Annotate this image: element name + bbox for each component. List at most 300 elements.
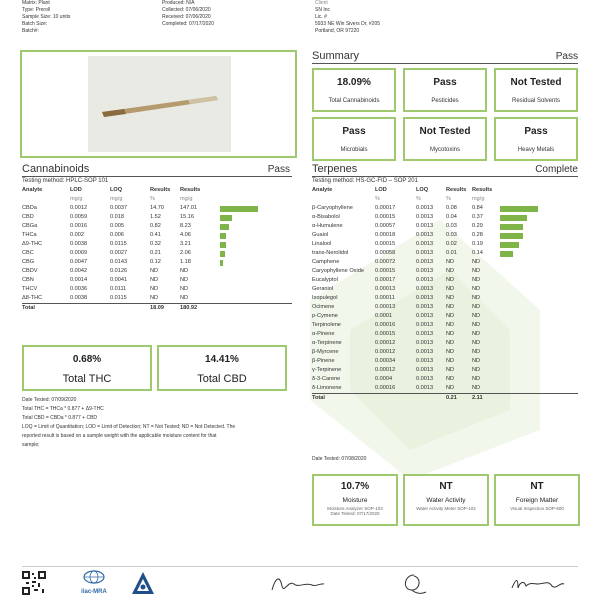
table-cell: CBGa <box>22 223 38 229</box>
table-cell: 0.0027 <box>110 250 128 256</box>
empty-cell <box>500 394 578 404</box>
summary-card <box>312 117 396 161</box>
table-cell: 0.00015 <box>375 241 396 247</box>
table-cell: 0.0013 <box>416 340 434 346</box>
table-cell: ND <box>446 367 455 373</box>
bottom-card-method: Moisture Analyzer SOP-103 <box>327 506 383 511</box>
table-cell: 0.00058 <box>375 250 396 256</box>
result-bar <box>500 224 523 230</box>
total-card-value: 14.41% <box>205 354 239 365</box>
table-cell: CBC <box>22 250 34 256</box>
table-cell: 0.0013 <box>416 268 434 274</box>
table-cell: Camphene <box>312 259 340 265</box>
header-line: Matrix: Plant <box>22 0 50 6</box>
bar-cell <box>220 267 292 276</box>
unit <box>22 195 70 204</box>
table-cell: 0.0013 <box>416 223 434 229</box>
col-analyte: Analyte <box>312 187 333 193</box>
table-cell: ND <box>150 295 159 301</box>
ilac-mra-label: ilac-MRA <box>81 589 107 595</box>
total-card-value: 0.68% <box>72 354 102 365</box>
table-row <box>22 267 292 276</box>
table-cell: 0.0016 <box>70 223 88 229</box>
total-mg: 2.11 <box>472 394 500 404</box>
table-row <box>312 258 578 267</box>
table-cell: 0.005 <box>110 223 124 229</box>
table-cell: 0.0013 <box>416 232 434 238</box>
header-line: SN Inc <box>315 7 331 13</box>
table-cell: CBDV <box>22 268 38 274</box>
table-cell: 0.29 <box>472 223 483 229</box>
table-cell: 0.02 <box>446 241 457 247</box>
cannabinoids-notes <box>22 396 297 450</box>
table-cell: ND <box>180 277 189 283</box>
summary-card-value: Not Tested <box>510 77 562 88</box>
table-row <box>22 231 292 240</box>
summary-status: Pass <box>555 51 578 62</box>
table-cell: ND <box>472 268 481 274</box>
empty-cell <box>375 394 416 404</box>
table-cell: β-Caryophyllene <box>312 205 353 211</box>
table-cell: ND <box>446 322 455 328</box>
table-row <box>22 213 292 222</box>
header-line: Collected: 07/06/2020 <box>162 7 211 13</box>
table-cell: 0.018 <box>110 214 124 220</box>
summary-card-label: Microbials <box>340 147 368 153</box>
table-cell: CBN <box>22 277 34 283</box>
table-cell: 0.04 <box>446 214 457 220</box>
summary-card-label: Heavy Metals <box>517 147 555 153</box>
table-cell: 0.0013 <box>416 349 434 355</box>
unit: mg/g <box>70 196 83 202</box>
header-line: Sample Size: 10 units <box>22 14 71 20</box>
table-cell: 0.84 <box>472 205 483 211</box>
total-label: Total <box>312 394 375 404</box>
table-cell: ND <box>472 286 481 292</box>
bottom-card-label: Water Activity <box>426 497 466 504</box>
summary-card <box>403 68 487 112</box>
table-row <box>312 249 578 258</box>
table-cell: ND <box>472 358 481 364</box>
bar-cell <box>500 249 578 258</box>
table-row <box>312 321 578 330</box>
table-cell: 0.0013 <box>416 286 434 292</box>
table-cell: ND <box>472 277 481 283</box>
table-cell: 0.00017 <box>375 277 396 283</box>
terpenes-title: Terpenes <box>312 163 358 175</box>
header-line: 5933 NE Win Sivers Dr, #205 <box>315 21 381 27</box>
summary-card-label: Total Cannabinoids <box>328 98 380 104</box>
table-cell: α-Pinene <box>312 331 335 337</box>
empty-cell <box>416 394 446 404</box>
table-cell: 0.0013 <box>416 250 434 256</box>
table-row <box>312 285 578 294</box>
header-line: Produced: N/A <box>162 0 195 6</box>
table-row <box>22 249 292 258</box>
unit: mg/g <box>110 196 123 202</box>
table-cell: ND <box>472 295 481 301</box>
table-cell: ND <box>446 385 455 391</box>
table-row <box>312 357 578 366</box>
note-line: reported result is based on a sample weight with the applicable moisture content for that <box>22 433 217 439</box>
table-cell: 0.0013 <box>416 331 434 337</box>
table-cell: 0.0111 <box>110 286 127 292</box>
table-row <box>312 276 578 285</box>
table-row <box>312 267 578 276</box>
table-header-row <box>312 186 578 195</box>
table-header-row <box>22 186 292 195</box>
note-line: Total CBD = CBDa * 0.877 + CBD <box>22 415 98 421</box>
result-bar <box>220 224 229 230</box>
summary-card-label: Mycotoxins <box>429 147 460 153</box>
table-cell: 0.00057 <box>375 223 396 229</box>
table-cell: 0.00016 <box>375 322 396 328</box>
table-row <box>312 294 578 303</box>
bottom-card-method: Water Activity Meter SOP-102 <box>416 506 476 511</box>
total-card-label: Total THC <box>62 373 112 385</box>
units-row <box>22 195 292 204</box>
total-cbd-card <box>157 345 287 391</box>
table-cell: 0.0059 <box>70 214 88 220</box>
signature-2 <box>398 572 428 598</box>
table-cell: 0.00011 <box>375 295 395 301</box>
bar-cell <box>500 240 578 249</box>
table-cell: 0.0013 <box>416 241 434 247</box>
table-cell: 2.06 <box>180 250 191 256</box>
accreditation-triangle-logo <box>130 570 156 596</box>
col-results-pct: Results <box>446 187 467 193</box>
bar-cell <box>500 213 578 222</box>
preroll-icon <box>88 56 231 152</box>
table-cell: 1.52 <box>150 214 161 220</box>
result-bar <box>220 206 258 212</box>
ilac-mra-logo <box>74 570 114 598</box>
summary-card-label: Residual Solvents <box>511 98 561 104</box>
bar-cell <box>500 276 578 285</box>
summary-card-value: Not Tested <box>419 126 471 137</box>
table-cell: 0.00018 <box>375 232 396 238</box>
table-cell: ND <box>150 277 159 283</box>
table-cell: β-Myrcene <box>312 349 339 355</box>
table-cell: 0.21 <box>150 250 161 256</box>
table-cell: THCV <box>22 286 38 292</box>
terpenes-method: Testing method: HS-GC-FID – SOP 201 <box>312 178 418 184</box>
table-cell: 0.0004 <box>375 376 393 382</box>
bottom-card-value: 10.7% <box>340 481 370 492</box>
unit: % <box>150 196 155 202</box>
bar-cell <box>220 222 292 231</box>
table-cell: THCa <box>22 232 37 238</box>
table-row <box>22 222 292 231</box>
bar-cell <box>220 240 292 249</box>
table-cell: 0.0115 <box>110 295 127 301</box>
table-cell: 0.41 <box>150 232 161 238</box>
note-line: LOQ = Limit of Quantitation; LOD = Limit of Detection; NT = Not Tested; ND = Not Detected. The <box>22 424 236 430</box>
table-cell: ND <box>472 259 481 265</box>
table-cell: 0.00015 <box>375 268 396 274</box>
table-cell: Isopulegol <box>312 295 338 301</box>
unit: % <box>446 196 451 202</box>
table-cell: ND <box>446 304 455 310</box>
bottom-card <box>403 474 489 526</box>
table-cell: 0.00012 <box>375 349 396 355</box>
table-row <box>312 330 578 339</box>
table-cell: 0.00015 <box>375 214 396 220</box>
bar-cell <box>220 231 292 240</box>
table-cell: 0.0013 <box>416 277 434 283</box>
table-row <box>312 339 578 348</box>
table-cell: Eucalyptol <box>312 277 338 283</box>
table-cell: 0.006 <box>110 232 124 238</box>
summary-card-value: Pass <box>433 77 457 88</box>
bottom-card-date: Date Tested: 07/17/2020 <box>330 511 380 516</box>
result-bar <box>500 233 523 239</box>
table-cell: γ-Terpinene <box>312 367 342 373</box>
table-cell: 0.00072 <box>375 259 396 265</box>
bar-cell <box>500 204 578 213</box>
summary-card-value: 18.09% <box>337 77 371 88</box>
table-cell: 0.0013 <box>416 367 434 373</box>
table-row <box>22 258 292 267</box>
terpenes-divider <box>312 176 578 177</box>
table-cell: ND <box>446 286 455 292</box>
table-cell: ND <box>446 313 455 319</box>
table-cell: 0.00012 <box>375 367 396 373</box>
table-row <box>312 375 578 384</box>
table-cell: 0.00016 <box>375 385 396 391</box>
table-cell: 0.0013 <box>416 304 434 310</box>
total-pct: 0.21 <box>446 394 472 404</box>
total-label: Total <box>22 304 70 314</box>
header-line: Lic. # <box>315 14 327 20</box>
bar-cell <box>220 276 292 285</box>
table-cell: 0.0037 <box>110 205 128 211</box>
bar-cell <box>500 375 578 384</box>
summary-card-label: Pesticides <box>431 98 459 104</box>
header-col-1 <box>22 0 70 35</box>
table-row <box>312 348 578 357</box>
table-cell: ND <box>446 268 455 274</box>
table-cell: 147.01 <box>180 205 198 211</box>
table-cell: ND <box>472 385 481 391</box>
table-row <box>312 231 578 240</box>
result-bar <box>220 242 226 248</box>
table-cell: Guaiol <box>312 232 329 238</box>
bar-cell <box>220 204 292 213</box>
bar-cell <box>220 285 292 294</box>
terpenes-date: Date Tested: 07/08/2020 <box>312 456 367 462</box>
table-cell: 0.14 <box>472 250 483 256</box>
table-cell: ND <box>446 376 455 382</box>
bar-cell <box>500 321 578 330</box>
table-cell: δ-3-Carene <box>312 376 341 382</box>
table-cell: 0.37 <box>472 214 483 220</box>
total-thc-card <box>22 345 152 391</box>
table-row <box>22 240 292 249</box>
table-cell: Caryophyllene Oxide <box>312 268 364 274</box>
empty-cell <box>110 304 150 314</box>
table-cell: 0.00013 <box>375 304 396 310</box>
table-cell: 15.16 <box>180 214 194 220</box>
table-cell: Terpinolene <box>312 322 341 328</box>
qr-code-icon <box>22 571 46 595</box>
table-cell: 0.0013 <box>416 214 434 220</box>
table-cell: 0.82 <box>150 223 161 229</box>
header-line: Received: 07/06/2020 <box>162 14 211 20</box>
preroll-image <box>88 56 231 152</box>
table-cell: 0.0041 <box>110 277 128 283</box>
table-cell: 0.00013 <box>375 286 396 292</box>
empty-cell <box>220 304 292 314</box>
table-cell: 0.0013 <box>416 322 434 328</box>
header-line: Completed: 07/17/2020 <box>162 21 214 27</box>
bottom-card-label: Foreign Matter <box>515 497 559 504</box>
table-cell: Δ9-THC <box>22 241 43 247</box>
table-cell: ND <box>446 277 455 283</box>
unit: mg/g <box>180 196 193 202</box>
summary-card <box>312 68 396 112</box>
bar-cell <box>220 213 292 222</box>
unit: mg/g <box>472 196 485 202</box>
col-lod: LOD <box>70 187 82 193</box>
table-row <box>312 312 578 321</box>
header-line: Batch Size: <box>22 21 48 27</box>
bottom-card-method: Visual Inspection SOP-600 <box>510 506 564 511</box>
signature-3 <box>508 574 568 594</box>
table-cell: ND <box>446 340 455 346</box>
result-bar <box>220 251 225 257</box>
result-bar <box>500 215 527 221</box>
terpenes-status: Complete <box>535 164 578 175</box>
note-line: Date Tested: 07/09/2020 <box>22 397 77 403</box>
table-row <box>312 240 578 249</box>
total-card-label: Total CBD <box>197 373 247 385</box>
bar-cell <box>500 348 578 357</box>
result-bar <box>500 206 538 212</box>
table-cell: 0.28 <box>472 232 483 238</box>
table-cell: 0.0012 <box>70 205 88 211</box>
table-cell: 4.06 <box>180 232 191 238</box>
table-cell: 0.19 <box>472 241 483 247</box>
table-row <box>312 204 578 213</box>
header-line: Batch#: <box>22 28 39 34</box>
bar-cell <box>500 267 578 276</box>
bar-cell <box>500 303 578 312</box>
bar-cell <box>500 222 578 231</box>
summary-card-value: Pass <box>524 126 548 137</box>
table-cell: 0.0126 <box>110 268 128 274</box>
table-cell: ND <box>446 259 455 265</box>
table-cell: 0.00034 <box>375 358 396 364</box>
table-cell: p-Cymene <box>312 313 338 319</box>
total-mg: 180.92 <box>180 304 220 314</box>
table-cell: 0.00017 <box>375 205 396 211</box>
total-row <box>22 304 292 314</box>
table-cell: ND <box>472 304 481 310</box>
table-row <box>22 276 292 285</box>
table-row <box>22 285 292 294</box>
summary-card <box>494 117 578 161</box>
header-line: Portland, OR 97220 <box>315 28 360 34</box>
bar-cell <box>220 249 292 258</box>
table-row <box>22 204 292 213</box>
table-cell: 0.01 <box>446 250 457 256</box>
table-cell: ND <box>446 331 455 337</box>
header-line: Client <box>315 0 328 6</box>
col-results-pct: Results <box>150 187 171 193</box>
cannabinoids-table <box>22 186 292 313</box>
bar-cell <box>500 294 578 303</box>
table-cell: ND <box>472 313 481 319</box>
table-cell: 0.0014 <box>70 277 88 283</box>
table-cell: 0.0013 <box>416 259 434 265</box>
table-row <box>312 222 578 231</box>
table-cell: 0.0009 <box>70 250 88 256</box>
unit <box>312 195 375 204</box>
table-cell: 0.00012 <box>375 340 396 346</box>
cannabinoids-method: Testing method: HPLC-SOP 101 <box>22 178 109 184</box>
summary-card <box>494 68 578 112</box>
empty-cell <box>70 304 110 314</box>
cannabinoids-title: Cannabinoids <box>22 163 90 175</box>
summary-card <box>403 117 487 161</box>
table-cell: 0.0143 <box>110 259 128 265</box>
bar-cell <box>500 312 578 321</box>
table-cell: ND <box>446 358 455 364</box>
table-cell: ND <box>446 295 455 301</box>
table-cell: ND <box>180 286 189 292</box>
signature-1 <box>268 572 328 596</box>
table-cell: α-Terpinene <box>312 340 342 346</box>
table-cell: Δ8-THC <box>22 295 43 301</box>
summary-divider <box>312 63 578 64</box>
summary-card-value: Pass <box>342 126 366 137</box>
table-row <box>312 384 578 394</box>
result-bar <box>220 260 223 266</box>
table-cell: ND <box>472 340 481 346</box>
units-row <box>312 195 578 204</box>
note-line: sample; <box>22 442 40 448</box>
table-row <box>312 366 578 375</box>
table-cell: CBD <box>22 214 34 220</box>
table-cell: ND <box>472 322 481 328</box>
result-bar <box>220 215 232 221</box>
table-cell: 0.0013 <box>416 295 434 301</box>
result-bar <box>220 233 226 239</box>
table-cell: 0.0001 <box>375 313 393 319</box>
terpenes-table <box>312 186 578 403</box>
table-cell: 0.0013 <box>416 376 434 382</box>
table-cell: 8.23 <box>180 223 191 229</box>
table-cell: 0.0036 <box>70 286 88 292</box>
bar-cell <box>500 339 578 348</box>
result-bar <box>500 251 513 257</box>
sample-photo <box>20 50 297 158</box>
table-cell: 0.0038 <box>70 241 88 247</box>
table-cell: α-Bisabolol <box>312 214 340 220</box>
table-cell: ND <box>472 349 481 355</box>
table-cell: 0.0013 <box>416 205 434 211</box>
table-cell: Ocimene <box>312 304 335 310</box>
bar-cell <box>220 258 292 267</box>
col-loq: LOQ <box>416 187 429 193</box>
table-cell: ND <box>150 268 159 274</box>
summary-title: Summary <box>312 50 360 62</box>
table-cell: 0.0115 <box>110 241 127 247</box>
unit: % <box>375 196 380 202</box>
bar-cell <box>500 258 578 267</box>
col-results-mg: Results <box>472 187 493 193</box>
